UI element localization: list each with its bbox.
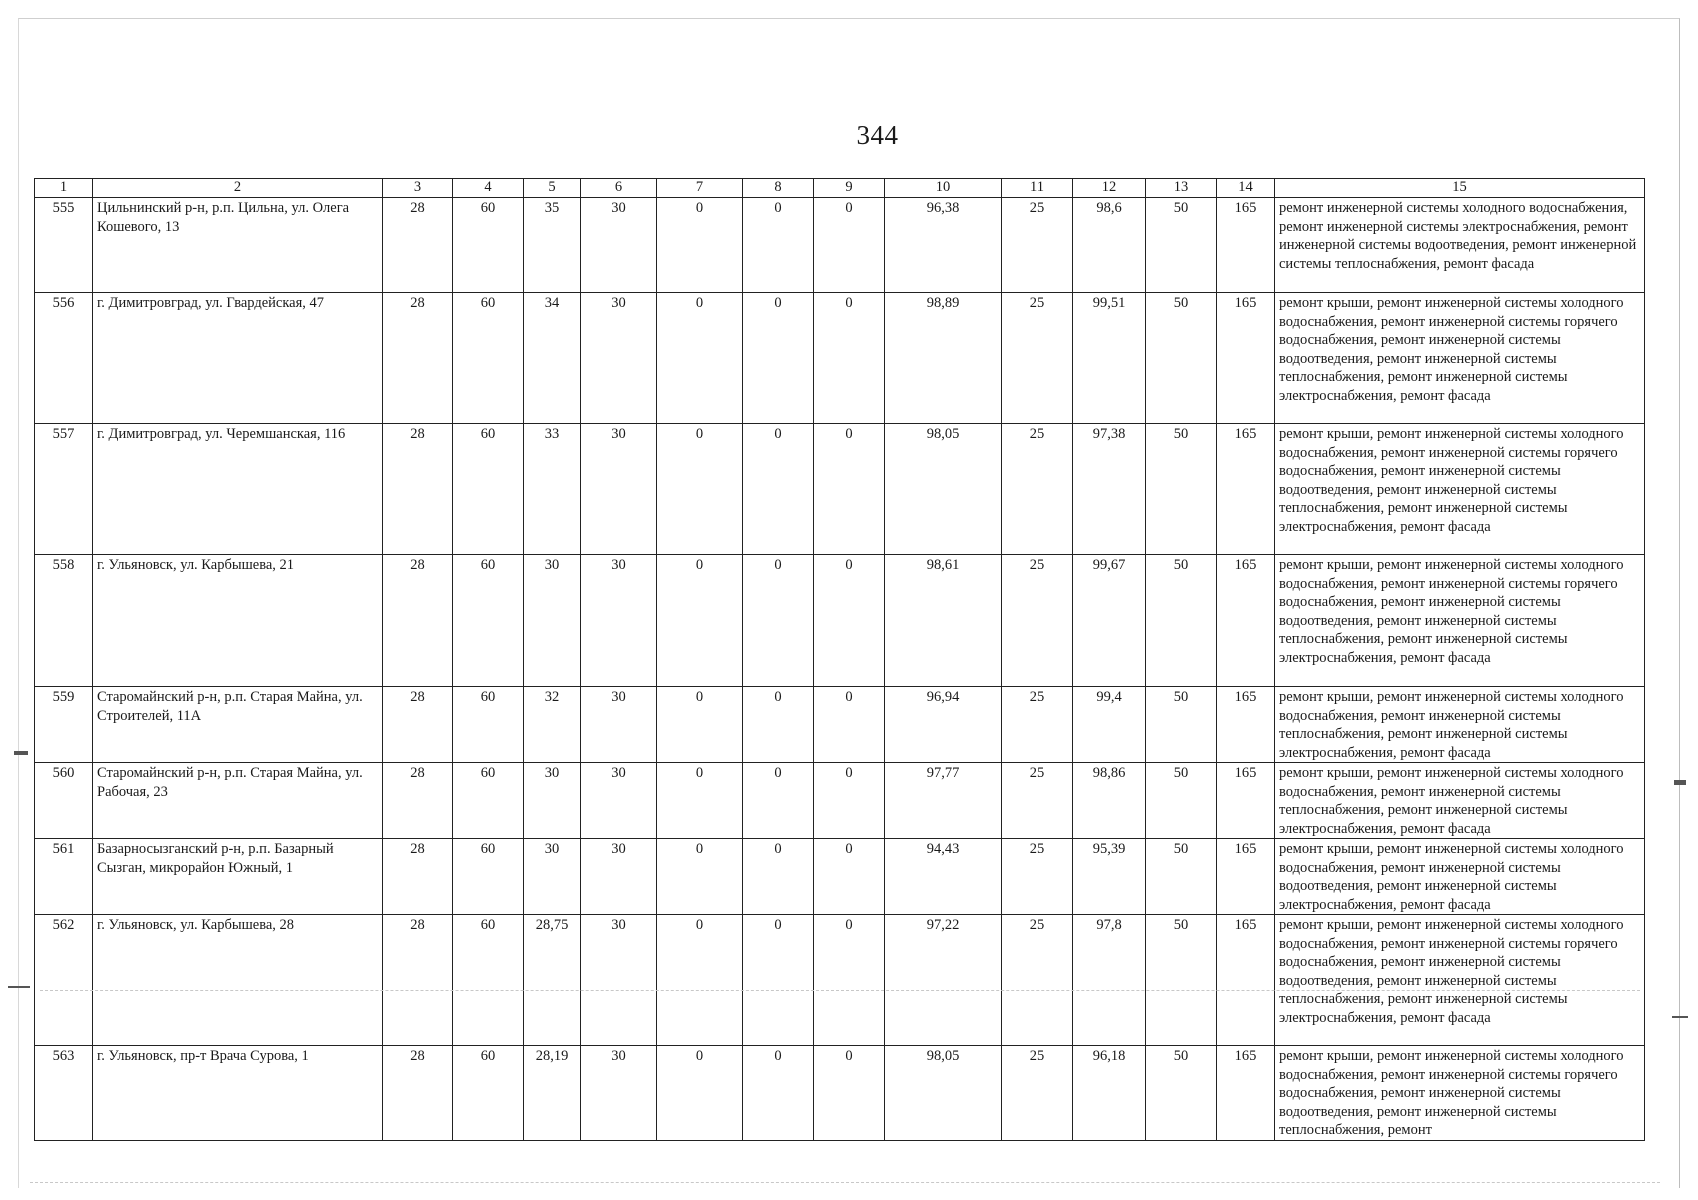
value-cell: 50 — [1146, 687, 1217, 763]
value-cell: 25 — [1002, 839, 1073, 915]
value-cell: 0 — [743, 555, 814, 687]
value-cell: 32 — [524, 687, 581, 763]
works-cell: ремонт крыши, ремонт инженерной системы холодного водоснабжения, ремонт инженерной системы горячего водоснабжения, ремонт инженерной системы водоотведения, ремонт инженерной системы теплоснабжения, ремонт — [1275, 1046, 1645, 1141]
column-header: 10 — [885, 179, 1002, 198]
value-cell: 0 — [657, 1046, 743, 1141]
value-cell: 0 — [743, 424, 814, 555]
scan-artifact — [1672, 1016, 1688, 1018]
value-cell: 50 — [1146, 424, 1217, 555]
address-cell: г. Ульяновск, пр-т Врача Сурова, 1 — [93, 1046, 383, 1141]
address-cell: г. Ульяновск, ул. Карбышева, 21 — [93, 555, 383, 687]
works-cell: ремонт инженерной системы холодного водоснабжения, ремонт инженерной системы электроснабжения, ремонт инженерной системы водоотведения, ремонт инженерной системы теплоснабжения, ремонт фасада — [1275, 198, 1645, 293]
value-cell: 60 — [453, 1046, 524, 1141]
value-cell: 30 — [581, 839, 657, 915]
value-cell: 35 — [524, 198, 581, 293]
value-cell: 0 — [814, 424, 885, 555]
value-cell: 98,61 — [885, 555, 1002, 687]
value-cell: 25 — [1002, 555, 1073, 687]
scan-artifact — [8, 986, 30, 988]
column-header: 9 — [814, 179, 885, 198]
column-header: 5 — [524, 179, 581, 198]
value-cell: 50 — [1146, 293, 1217, 424]
table-row — [35, 915, 1645, 1046]
works-cell: ремонт крыши, ремонт инженерной системы холодного водоснабжения, ремонт инженерной системы горячего водоснабжения, ремонт инженерной системы водоотведения, ремонт инженерной системы теплоснабжения, ремонт инженерной системы электроснабжения, ремонт фасада — [1275, 555, 1645, 687]
value-cell: 96,38 — [885, 198, 1002, 293]
scan-artifact — [14, 751, 28, 755]
table-row — [35, 198, 1645, 293]
table-row — [35, 424, 1645, 555]
value-cell: 96,18 — [1073, 1046, 1146, 1141]
value-cell: 30 — [581, 763, 657, 839]
column-header: 2 — [93, 179, 383, 198]
value-cell: 25 — [1002, 763, 1073, 839]
works-cell: ремонт крыши, ремонт инженерной системы холодного водоснабжения, ремонт инженерной системы теплоснабжения, ремонт инженерной системы электроснабжения, ремонт фасада — [1275, 763, 1645, 839]
value-cell: 50 — [1146, 763, 1217, 839]
scan-artifact — [30, 1182, 1660, 1184]
value-cell: 25 — [1002, 915, 1073, 1046]
value-cell: 0 — [814, 687, 885, 763]
address-cell: Цильнинский р-н, р.п. Цильна, ул. Олега Кошевого, 13 — [93, 198, 383, 293]
row-number: 555 — [35, 198, 93, 293]
value-cell: 60 — [453, 424, 524, 555]
address-cell: Старомайнский р-н, р.п. Старая Майна, ул. Строителей, 11А — [93, 687, 383, 763]
value-cell: 30 — [581, 687, 657, 763]
value-cell: 0 — [814, 293, 885, 424]
value-cell: 30 — [524, 555, 581, 687]
value-cell: 98,6 — [1073, 198, 1146, 293]
row-number: 556 — [35, 293, 93, 424]
value-cell: 28 — [383, 763, 453, 839]
value-cell: 0 — [657, 915, 743, 1046]
value-cell: 25 — [1002, 293, 1073, 424]
value-cell: 50 — [1146, 555, 1217, 687]
column-header: 11 — [1002, 179, 1073, 198]
value-cell: 165 — [1217, 555, 1275, 687]
value-cell: 28 — [383, 687, 453, 763]
value-cell: 60 — [453, 915, 524, 1046]
value-cell: 28 — [383, 1046, 453, 1141]
value-cell: 0 — [814, 915, 885, 1046]
address-cell: Старомайнский р-н, р.п. Старая Майна, ул. Рабочая, 23 — [93, 763, 383, 839]
value-cell: 0 — [657, 763, 743, 839]
value-cell: 60 — [453, 763, 524, 839]
works-cell: ремонт крыши, ремонт инженерной системы холодного водоснабжения, ремонт инженерной системы теплоснабжения, ремонт инженерной системы электроснабжения, ремонт фасада — [1275, 687, 1645, 763]
value-cell: 0 — [814, 555, 885, 687]
value-cell: 28 — [383, 555, 453, 687]
column-number-row — [35, 179, 1645, 198]
value-cell: 165 — [1217, 293, 1275, 424]
value-cell: 98,05 — [885, 424, 1002, 555]
works-cell: ремонт крыши, ремонт инженерной системы холодного водоснабжения, ремонт инженерной системы горячего водоснабжения, ремонт инженерной системы водоотведения, ремонт инженерной системы теплоснабжения, ремонт инженерной системы электроснабжения, ремонт фасада — [1275, 915, 1645, 1046]
page-number: 344 — [856, 120, 899, 150]
address-cell: Базарносызганский р-н, р.п. Базарный Сызган, микрорайон Южный, 1 — [93, 839, 383, 915]
value-cell: 30 — [581, 293, 657, 424]
value-cell: 30 — [524, 763, 581, 839]
value-cell: 30 — [581, 1046, 657, 1141]
value-cell: 60 — [453, 293, 524, 424]
value-cell: 30 — [581, 915, 657, 1046]
table-row — [35, 763, 1645, 839]
table-row — [35, 555, 1645, 687]
value-cell: 97,77 — [885, 763, 1002, 839]
value-cell: 60 — [453, 198, 524, 293]
value-cell: 0 — [657, 424, 743, 555]
value-cell: 60 — [453, 687, 524, 763]
table-row — [35, 687, 1645, 763]
works-cell: ремонт крыши, ремонт инженерной системы холодного водоснабжения, ремонт инженерной системы водоотведения, ремонт инженерной системы электроснабжения, ремонт фасада — [1275, 839, 1645, 915]
value-cell: 28 — [383, 198, 453, 293]
value-cell: 98,05 — [885, 1046, 1002, 1141]
row-number: 558 — [35, 555, 93, 687]
row-number: 559 — [35, 687, 93, 763]
table-row — [35, 1046, 1645, 1141]
value-cell: 25 — [1002, 198, 1073, 293]
value-cell: 0 — [743, 839, 814, 915]
value-cell: 0 — [657, 293, 743, 424]
register-table — [34, 178, 1645, 1141]
value-cell: 99,67 — [1073, 555, 1146, 687]
value-cell: 60 — [453, 555, 524, 687]
value-cell: 0 — [657, 555, 743, 687]
column-header: 6 — [581, 179, 657, 198]
value-cell: 50 — [1146, 915, 1217, 1046]
scan-artifact — [40, 990, 1640, 992]
value-cell: 30 — [581, 198, 657, 293]
value-cell: 98,86 — [1073, 763, 1146, 839]
value-cell: 0 — [743, 687, 814, 763]
value-cell: 0 — [743, 763, 814, 839]
value-cell: 97,8 — [1073, 915, 1146, 1046]
value-cell: 97,38 — [1073, 424, 1146, 555]
row-number: 563 — [35, 1046, 93, 1141]
value-cell: 30 — [581, 424, 657, 555]
column-header: 3 — [383, 179, 453, 198]
value-cell: 99,51 — [1073, 293, 1146, 424]
table-row — [35, 839, 1645, 915]
column-header: 15 — [1275, 179, 1645, 198]
works-cell: ремонт крыши, ремонт инженерной системы холодного водоснабжения, ремонт инженерной системы горячего водоснабжения, ремонт инженерной системы водоотведения, ремонт инженерной системы теплоснабжения, ремонт инженерной системы электроснабжения, ремонт фасада — [1275, 424, 1645, 555]
value-cell: 98,89 — [885, 293, 1002, 424]
value-cell: 165 — [1217, 424, 1275, 555]
value-cell: 28,75 — [524, 915, 581, 1046]
value-cell: 60 — [453, 839, 524, 915]
value-cell: 165 — [1217, 1046, 1275, 1141]
value-cell: 28 — [383, 839, 453, 915]
value-cell: 0 — [814, 198, 885, 293]
value-cell: 25 — [1002, 424, 1073, 555]
value-cell: 0 — [657, 839, 743, 915]
value-cell: 165 — [1217, 839, 1275, 915]
value-cell: 0 — [814, 839, 885, 915]
value-cell: 0 — [657, 687, 743, 763]
value-cell: 30 — [524, 839, 581, 915]
value-cell: 50 — [1146, 198, 1217, 293]
value-cell: 94,43 — [885, 839, 1002, 915]
value-cell: 30 — [581, 555, 657, 687]
value-cell: 0 — [657, 198, 743, 293]
row-number: 560 — [35, 763, 93, 839]
value-cell: 28 — [383, 424, 453, 555]
value-cell: 165 — [1217, 763, 1275, 839]
value-cell: 28 — [383, 293, 453, 424]
table-row — [35, 293, 1645, 424]
value-cell: 0 — [743, 1046, 814, 1141]
value-cell: 165 — [1217, 915, 1275, 1046]
value-cell: 50 — [1146, 1046, 1217, 1141]
value-cell: 97,22 — [885, 915, 1002, 1046]
row-number: 561 — [35, 839, 93, 915]
column-header: 4 — [453, 179, 524, 198]
address-cell: г. Ульяновск, ул. Карбышева, 28 — [93, 915, 383, 1046]
value-cell: 99,4 — [1073, 687, 1146, 763]
column-header: 7 — [657, 179, 743, 198]
value-cell: 0 — [743, 293, 814, 424]
value-cell: 28,19 — [524, 1046, 581, 1141]
value-cell: 34 — [524, 293, 581, 424]
value-cell: 25 — [1002, 1046, 1073, 1141]
address-cell: г. Димитровград, ул. Черемшанская, 116 — [93, 424, 383, 555]
column-header: 8 — [743, 179, 814, 198]
value-cell: 0 — [743, 198, 814, 293]
column-header: 1 — [35, 179, 93, 198]
value-cell: 96,94 — [885, 687, 1002, 763]
address-cell: г. Димитровград, ул. Гвардейская, 47 — [93, 293, 383, 424]
scan-artifact — [1674, 780, 1686, 785]
value-cell: 0 — [814, 763, 885, 839]
value-cell: 0 — [814, 1046, 885, 1141]
column-header: 14 — [1217, 179, 1275, 198]
row-number: 562 — [35, 915, 93, 1046]
value-cell: 33 — [524, 424, 581, 555]
works-cell: ремонт крыши, ремонт инженерной системы холодного водоснабжения, ремонт инженерной системы горячего водоснабжения, ремонт инженерной системы водоотведения, ремонт инженерной системы теплоснабжения, ремонт инженерной системы электроснабжения, ремонт фасада — [1275, 293, 1645, 424]
value-cell: 25 — [1002, 687, 1073, 763]
value-cell: 95,39 — [1073, 839, 1146, 915]
value-cell: 165 — [1217, 687, 1275, 763]
column-header: 13 — [1146, 179, 1217, 198]
value-cell: 165 — [1217, 198, 1275, 293]
value-cell: 0 — [743, 915, 814, 1046]
value-cell: 28 — [383, 915, 453, 1046]
column-header: 12 — [1073, 179, 1146, 198]
row-number: 557 — [35, 424, 93, 555]
value-cell: 50 — [1146, 839, 1217, 915]
